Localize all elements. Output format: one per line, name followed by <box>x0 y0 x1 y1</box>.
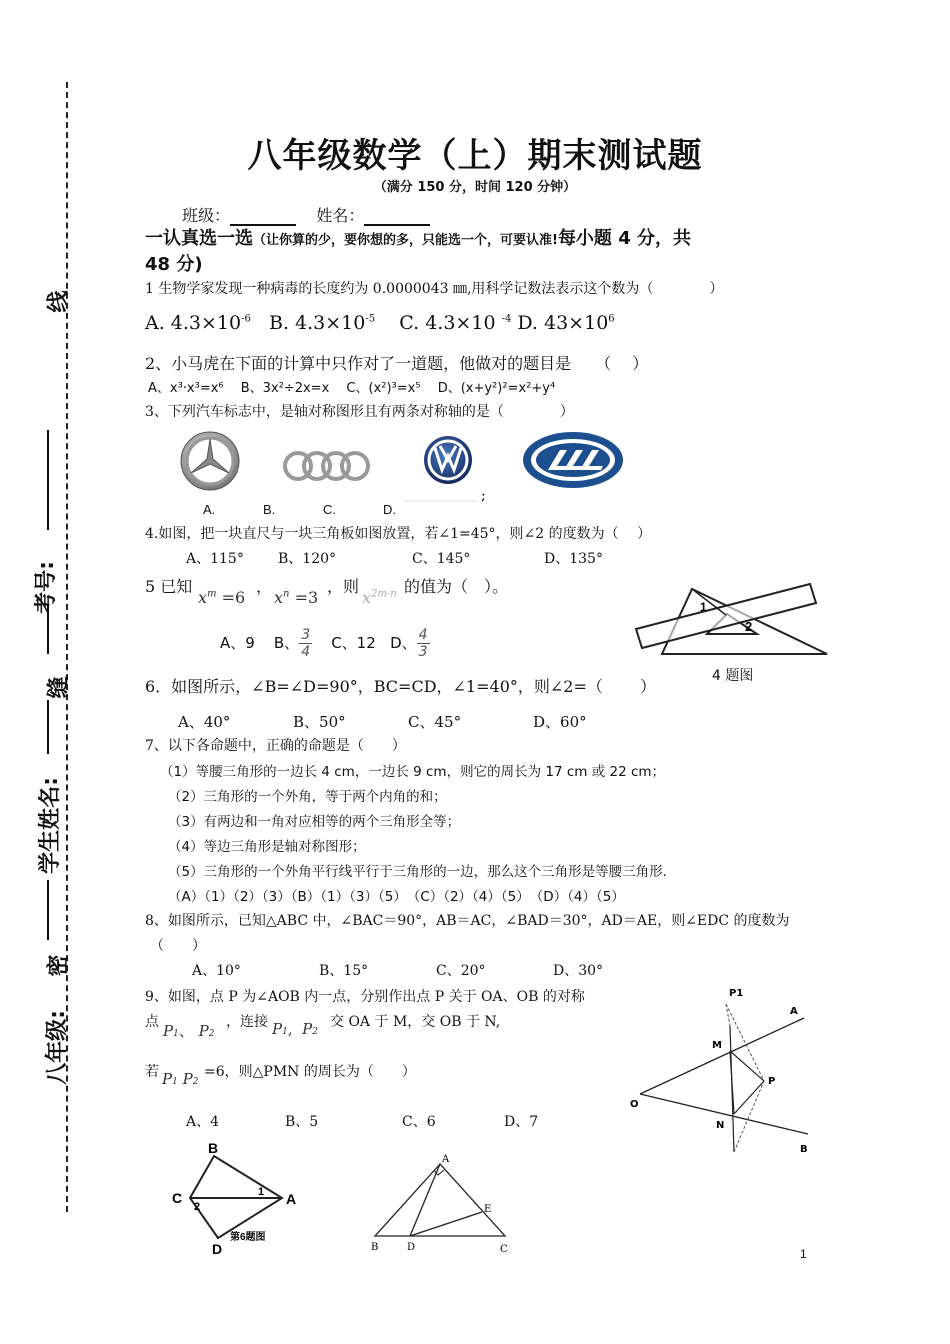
exam-no-line <box>47 430 49 530</box>
lifan-logo-icon <box>523 432 623 488</box>
q5-suffix: 的值为（ ）。 <box>404 577 509 596</box>
q6-fig-label-d: D <box>212 1241 223 1257</box>
q9-fig-label-m: M <box>712 1040 722 1051</box>
name-label: 姓名： <box>316 206 365 225</box>
section1-note: （让你算的少，要你想的多，只能选一个，可要认准! <box>253 233 558 248</box>
q3-label-c[interactable]: C. <box>323 502 336 517</box>
q8-option-d[interactable]: D、30° <box>553 963 604 979</box>
q6-option-a[interactable]: A、40° <box>178 713 231 731</box>
audi-logo-icon <box>285 453 368 479</box>
class-label: 班级： <box>182 206 231 225</box>
q9-line-3-rest: =6，则△PMN 的周长为（ ） <box>204 1064 416 1080</box>
q6-option-d[interactable]: D、60° <box>533 713 587 731</box>
q3-stem: 3、下列汽车标志中，是轴对称图形且有两条对称轴的是（ ） <box>145 404 574 420</box>
section1-score: 每小题 4 分，共 <box>557 228 691 249</box>
q2-stem: 2、小马虎在下面的计算中只作对了一道题，他做对的题目是 （ ） <box>145 354 649 373</box>
q8-fig-label-c: C <box>500 1244 508 1255</box>
exam-no-label: 考号: <box>33 561 59 614</box>
page-title: 八年级数学（上）期末测试题 <box>247 136 703 176</box>
q9-points-1: P1、 P2 <box>163 1022 215 1040</box>
q7-item-5: （5）三角形的一个外角平行线平行于三角形的一边，那么这个三角形是等腰三角形. <box>168 864 667 880</box>
q9-fig-label-p1: P1 <box>729 988 744 999</box>
q8-fig-label-a: A <box>442 1154 450 1165</box>
q5-option-b[interactable]: B、 $\frac{3}{4}$ <box>273 627 311 660</box>
q4-fig-label-1: 1 <box>700 600 707 614</box>
q5-option-c[interactable]: C、12 <box>331 634 376 652</box>
q9-option-b[interactable]: B、5 <box>285 1114 319 1130</box>
q4-option-c[interactable]: C、145° <box>412 551 471 567</box>
q6-figure-caption: 第6题图 <box>230 1232 266 1243</box>
q9-points-2: P1, P2 <box>272 1020 318 1038</box>
grade-label: 八年级: <box>44 1010 70 1085</box>
q6-option-b[interactable]: B、50° <box>293 713 346 731</box>
q5-prefix: 5 已知 <box>145 577 193 596</box>
q7-options: （A）（1）（2）（3）（B）（1）（3）（5） （C）（2）（4）（5） （D）（4）（5） <box>168 889 625 905</box>
exam-no-line-2 <box>47 604 49 654</box>
name-line <box>47 700 49 754</box>
q9-figure <box>626 984 818 1162</box>
q1-option-c[interactable]: C. 4.3×10 $^{-4}$ <box>399 312 512 334</box>
q6-stem: 6．如图所示，∠B=∠D=90°，BC=CD，∠1=40°，则∠2=（ ） <box>145 677 656 696</box>
q9-option-a[interactable]: A、4 <box>186 1114 220 1130</box>
q4-option-b[interactable]: B、120° <box>278 551 337 567</box>
q5-option-a[interactable]: A、9 <box>220 634 255 652</box>
q5-condition-1: $x^m =6$ <box>198 588 246 607</box>
q7-item-2: （2）三角形的一个外角，等于两个内角的和； <box>168 789 447 805</box>
q9-fig-label-p: P <box>768 1076 776 1087</box>
q4-option-d[interactable]: D、135° <box>544 551 603 567</box>
q2-options: A、x³·x³=x⁶ B、3x²÷2x=x C、(x²)³=x⁵ D、(x+y²)²=x²+y⁴ <box>148 381 556 396</box>
q3-label-b[interactable]: B. <box>263 502 276 517</box>
q1-option-b[interactable]: B. $4.3\times 10^{-5}$ <box>269 312 376 334</box>
section1-title: 一认真选一选 <box>145 228 253 249</box>
q7-item-1: （1）等腰三角形的一边长 4 cm，一边长 9 cm，则它的周长为 17 cm 或 22 cm； <box>160 764 666 780</box>
class-blank[interactable] <box>230 208 296 226</box>
q9-segment: P1 P2 <box>162 1070 199 1088</box>
q6-fig-label-1: 1 <box>258 1186 265 1198</box>
q5-stem <box>145 574 192 597</box>
seal-char-bottom: 密 <box>46 954 72 977</box>
q7-stem: 7、以下各命题中，正确的命题是（ ） <box>145 738 406 754</box>
q3-semicolon: ; <box>481 488 486 504</box>
seal-char-top: 线 <box>46 290 72 313</box>
q8-option-c[interactable]: C、20° <box>436 963 486 979</box>
q8-paren: （ ） <box>150 938 206 954</box>
vw-logo-icon <box>424 436 472 484</box>
q4-fig-label-2: 2 <box>745 619 753 634</box>
q6-fig-label-a: A <box>286 1191 297 1207</box>
q9-fig-label-a: A <box>790 1006 798 1017</box>
section1-heading <box>145 227 815 277</box>
q9-fig-label-o: O <box>630 1099 639 1110</box>
section1-score-2: 48 分) <box>145 254 203 275</box>
q3-logos <box>176 428 646 508</box>
q8-fig-label-b: B <box>371 1242 379 1253</box>
q5-options <box>220 627 430 660</box>
q3-label-d[interactable]: D. <box>383 502 396 517</box>
q5-then: ，则 <box>327 577 360 596</box>
q5-condition-2: $x^n =3$ <box>274 588 319 607</box>
q8-stem: 8、如图所示，已知△ABC 中，∠BAC＝90°，AB＝AC，∠BAD＝30°，AD＝AE，则∠EDC 的度数为 <box>145 913 790 929</box>
page-subtitle: （满分 150 分，时间 120 分钟） <box>373 180 577 195</box>
q8-option-b[interactable]: B、15° <box>319 963 369 979</box>
page-number: 1 <box>800 1247 807 1261</box>
q9-line-2-connect: ，连接 <box>226 1014 268 1030</box>
q7-item-4: （4）等边三角形是轴对称图形； <box>168 839 366 855</box>
q8-option-a[interactable]: A、10° <box>192 963 241 979</box>
q6-fig-label-2: 2 <box>194 1201 201 1213</box>
q6-option-c[interactable]: C、45° <box>408 713 462 731</box>
q1-options <box>145 312 615 334</box>
q5-expression: $x^{2m-n}$ <box>362 588 397 607</box>
mercedes-logo-icon <box>181 432 239 490</box>
q6-fig-label-b: B <box>208 1140 219 1156</box>
q1-stem: 1 生物学家发现一种病毒的长度约为 0.0000043 ㎜,用科学记数法表示这个数为（ ） <box>145 281 724 297</box>
q5-option-d[interactable]: D、 $\frac{4}{3}$ <box>390 627 428 660</box>
q8-figure <box>360 1150 520 1260</box>
class-field <box>182 203 430 226</box>
q9-line-2: 点 <box>145 1014 159 1030</box>
q1-option-a[interactable]: A. $4.3\times 10^{-6}$ <box>145 312 251 334</box>
q9-line-1: 9、如图，点 P 为∠AOB 内一点，分别作出点 P 关于 OA、OB 的对称 <box>145 989 585 1005</box>
q4-figure-caption: 4 题图 <box>712 668 754 684</box>
q9-fig-label-b: B <box>800 1144 808 1155</box>
name-line-2 <box>47 880 49 940</box>
q9-fig-label-n: N <box>716 1120 725 1131</box>
q1-option-d[interactable]: D. $43\times 10^6$ <box>517 312 615 334</box>
q7-item-3: （3）有两边和一角对应相等的两个三角形全等； <box>168 814 461 830</box>
q4-option-a[interactable]: A、115° <box>186 551 244 567</box>
q4-stem: 4.如图，把一块直尺与一块三角板如图放置，若∠1=45°，则∠2 的度数为（ ） <box>145 526 652 542</box>
seal-char-mid: 缝 <box>46 676 72 699</box>
name-blank[interactable] <box>364 208 430 226</box>
q8-fig-label-d: D <box>407 1242 416 1253</box>
q3-label-a[interactable]: A. <box>203 502 216 517</box>
q8-fig-label-e: E <box>484 1204 492 1215</box>
q9-line-3-if: 若 <box>145 1064 159 1080</box>
student-name-label: 学生姓名: <box>37 777 63 874</box>
q9-line-2-rest: 交 OA 于 M，交 OB 于 N, <box>330 1014 501 1030</box>
q6-figure <box>168 1138 303 1260</box>
q6-fig-label-c: C <box>172 1190 183 1206</box>
q9-option-c[interactable]: C、6 <box>402 1114 436 1130</box>
q9-option-d[interactable]: D、7 <box>504 1114 539 1130</box>
